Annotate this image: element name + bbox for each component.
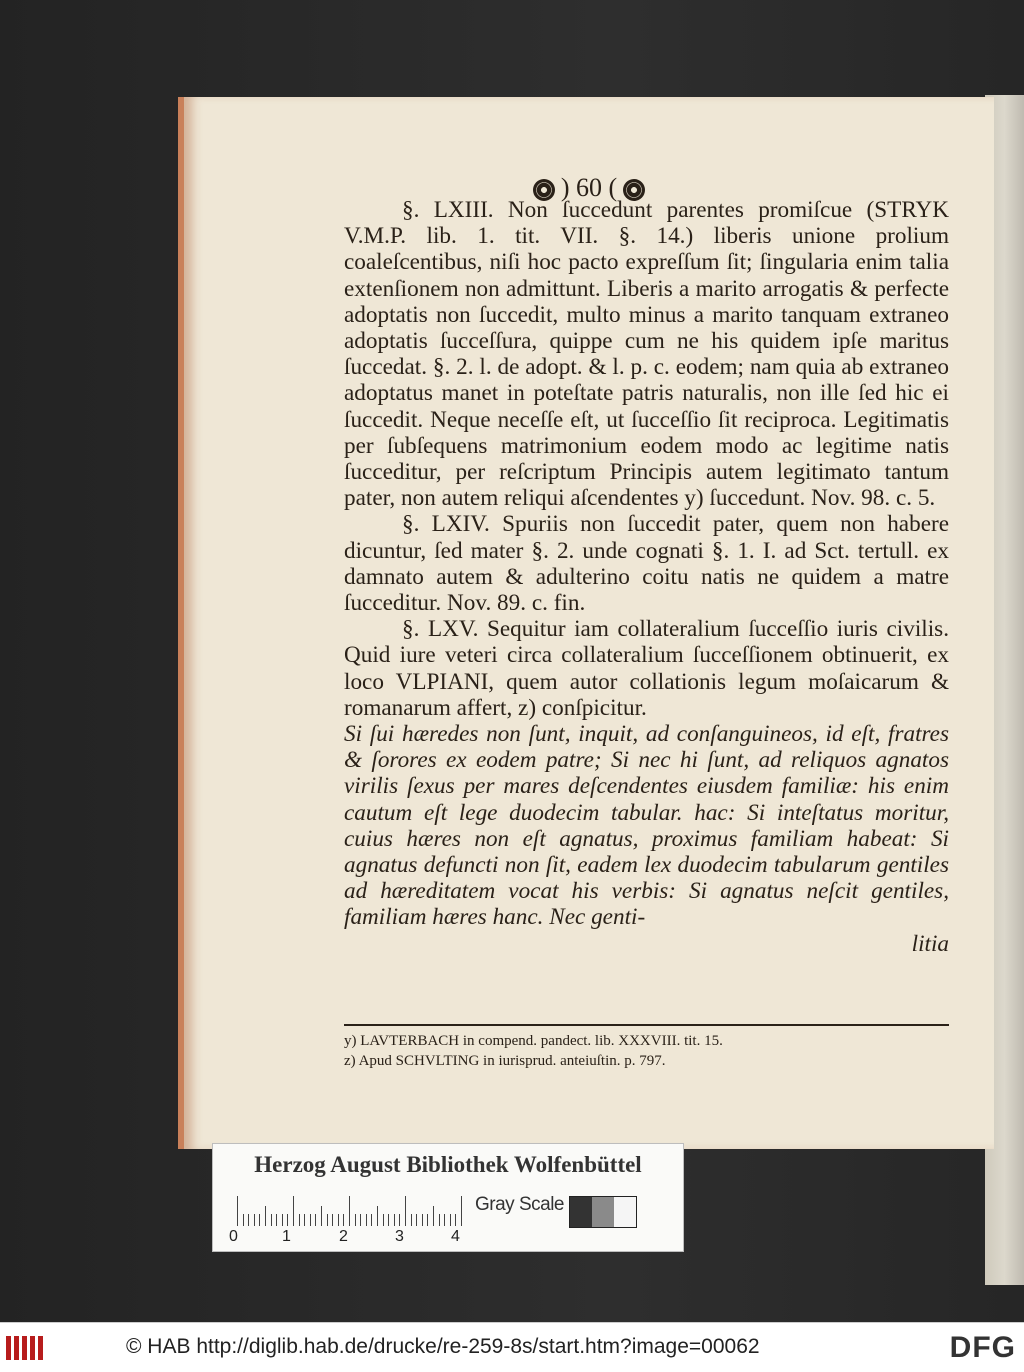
ruler-tick: [243, 1214, 244, 1226]
book-page: [178, 97, 994, 1149]
hab-logo-icon: [6, 1336, 46, 1360]
ruler-tick: [343, 1214, 344, 1226]
gray-swatch: [592, 1197, 614, 1227]
page-number: ) 60 (: [560, 173, 618, 202]
ruler-tick: [282, 1214, 283, 1226]
footer-bar: [0, 1322, 1024, 1372]
catchword: litia: [911, 930, 949, 957]
ruler-tick: [299, 1214, 300, 1226]
ruler-tick: [327, 1214, 328, 1226]
ruler-tick: [371, 1214, 372, 1226]
ruler-tick: [355, 1214, 356, 1226]
gray-scale-swatches: [569, 1196, 637, 1228]
ruler-tick: [259, 1214, 260, 1226]
ruler-number: 4: [451, 1228, 460, 1245]
ruler-number: 3: [395, 1228, 404, 1245]
color-calibration-bar: [212, 1143, 684, 1252]
ruler-tick: [276, 1214, 277, 1226]
ruler-tick: [394, 1214, 395, 1226]
ruler-tick: [248, 1214, 249, 1226]
ruler-tick: [433, 1206, 434, 1226]
ruler-tick: [287, 1214, 288, 1226]
ruler-tick: [388, 1214, 389, 1226]
ruler-tick: [439, 1214, 440, 1226]
scale-ruler: [237, 1196, 477, 1226]
ruler-tick: [427, 1214, 428, 1226]
ruler-tick: [304, 1214, 305, 1226]
ruler-tick: [383, 1214, 384, 1226]
paragraph-lxv: §. LXV. Sequitur iam collateralium ſucceſſio iuris civilis. Quid iure veteri circa collateralium ſucceſſionem obtinuerit, ex loco VLPIANI, quem autor collationis legum moſaicarum & romanarum affert, z) conſpicitur.: [344, 616, 949, 721]
footnotes: [344, 1031, 949, 1071]
paragraph-lxiii: §. LXIII. Non ſuccedunt parentes promiſcue (STRYK V.M.P. lib. 1. tit. VII. §. 14.) liberis unione prolium coaleſcentibus, niſi hoc pacto expreſſum ſit; ſingularia enim talia extenſionem non admittunt. Liberis a marito arrogatis & perfecte adoptatis non ſuccedit, multo minus a marito tanquam extraneo adoptatis ſucceſſura, quippe cum ne his quidem ipſe maritus ſuccedat. §. 2. l. de adopt. & l. p. c. eodem; nam quia ab extraneo adoptatus manet in poteſtate patris naturalis, non ille ſed hic ei ſuccedit. Neque neceſſe eſt, ut ſucceſſio ſit reciproca. Legitimatis per ſubſequens matrimonium eodem modo ac legitime natis ſucceditur, per reſcriptum Principis autem legitimato tantum pater, non autem reliqui aſcendentes y) ſuccedunt. Nov. 98. c. 5.: [344, 197, 949, 512]
ruler-tick: [360, 1214, 361, 1226]
ruler-tick: [310, 1214, 311, 1226]
paragraph-lxiv: §. LXIV. Spuriis non ſuccedit pater, quem non habere dicuntur, ſed mater §. 2. unde cognati §. 1. I. ad Sct. tertull. ex damnato autem & adulterino coitu natis ne quidem a matre ſucceditur. Nov. 89. c. fin.: [344, 511, 949, 617]
ruler-tick: [444, 1214, 445, 1226]
ruler-number: 2: [339, 1228, 348, 1245]
gray-swatch: [614, 1197, 636, 1227]
ruler-tick: [416, 1214, 417, 1226]
ruler-tick: [293, 1196, 294, 1226]
ruler-tick: [265, 1206, 266, 1226]
ruler-tick: [332, 1214, 333, 1226]
gray-swatch: [570, 1197, 592, 1227]
ruler-tick: [271, 1214, 272, 1226]
footnote-y: y) LAVTERBACH in compend. pandect. lib. XXXVIII. tit. 15.: [344, 1033, 723, 1049]
dfg-logo: DFG: [949, 1331, 1016, 1364]
ruler-tick: [349, 1196, 350, 1226]
ruler-tick: [455, 1214, 456, 1226]
ruler-tick: [422, 1214, 423, 1226]
footer-citation-link[interactable]: © HAB http://diglib.hab.de/drucke/re-259-8s/start.htm?image=00062: [126, 1335, 760, 1358]
ruler-tick: [237, 1196, 238, 1226]
ruler-tick: [254, 1214, 255, 1226]
ruler-tick: [405, 1196, 406, 1226]
ruler-tick: [366, 1214, 367, 1226]
ulpian-quotation: Si ſui hæredes non ſunt, inquit, ad conſanguineos, id eſt, fratres & ſorores ex eodem patre; Si nec hi ſunt, ad reliquos agnatos virilis ſexus per mares deſcendentes eiusdem familiæ: his enim cautum eſt lege duodecim tabular. hac: Si inteſtatus moritur, cuius hæres non eſt agnatus, proximus familiam habeat: Si agnatus defuncti non ſit, eadem lex duodecim tabularum gentiles ad hæreditatem vocat his verbis: Si agnatus neſcit gentiles, familiam hæres hanc. Nec genti-: [344, 721, 949, 931]
colorbar-title: Herzog August Bibliothek Wolfenbüttel: [254, 1152, 642, 1177]
ruler-tick: [321, 1206, 322, 1226]
ruler-tick: [338, 1214, 339, 1226]
footnote-rule: [344, 1024, 949, 1026]
body-text: [344, 197, 949, 957]
ruler-tick: [461, 1196, 462, 1226]
gray-scale-label: Gray Scale: [475, 1194, 564, 1215]
ruler-number: 1: [282, 1228, 291, 1245]
footnote-z: z) Apud SCHVLTING in iurisprud. anteiuſtin. p. 797.: [344, 1053, 666, 1069]
ruler-tick: [315, 1214, 316, 1226]
ruler-tick: [399, 1214, 400, 1226]
ruler-tick: [377, 1206, 378, 1226]
ruler-number: 0: [229, 1228, 238, 1245]
ruler-tick: [411, 1214, 412, 1226]
ruler-tick: [450, 1214, 451, 1226]
